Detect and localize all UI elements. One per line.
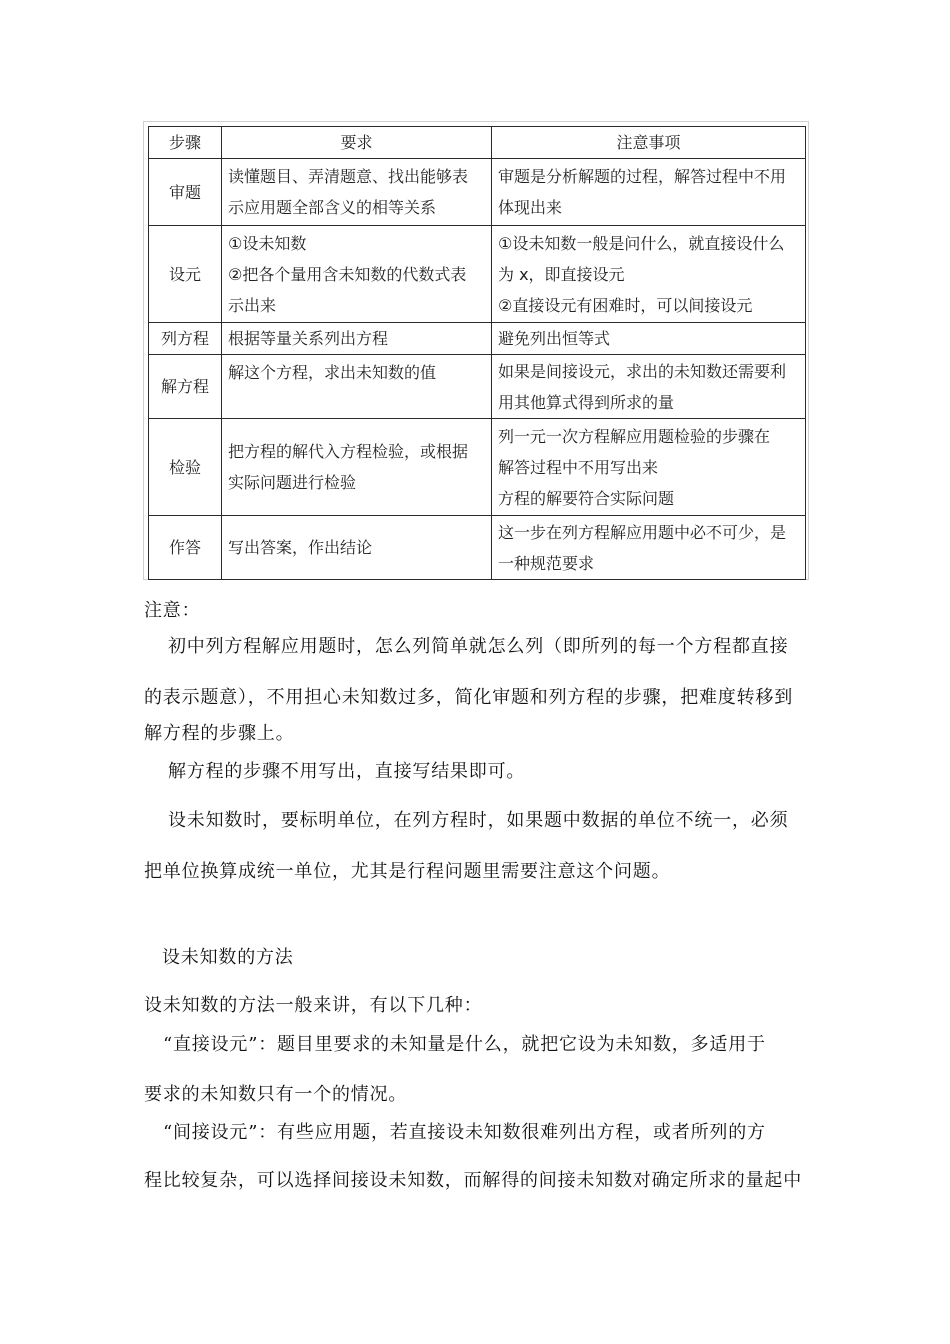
requirement-line: 解这个方程，求出未知数的值 (228, 363, 437, 382)
notes-line: 体现出来 (498, 198, 563, 217)
notes-line: 如果是间接设元，求出的未知数还需要利 (498, 361, 787, 381)
requirement-cell (222, 355, 492, 419)
table-row (149, 419, 806, 516)
requirement-line: ②把各个量用含未知数的代数式表 (228, 264, 467, 284)
notes-line: 用其他算式得到所求的量 (498, 392, 675, 412)
paragraph-line: 设未知数的方法一般来讲，有以下几种： (144, 995, 483, 1016)
table-row (149, 226, 806, 323)
paragraph-line: 解方程的步骤不用写出，直接写结果即可。 (168, 761, 526, 782)
step-cell: 审题 (149, 159, 222, 226)
requirement-line: 示出来 (228, 295, 277, 315)
paragraph-line: 解方程的步骤上。 (144, 723, 295, 744)
header-notes: 注意事项 (492, 127, 806, 159)
requirement-line: 把方程的解代入方程检验，或根据 (228, 442, 469, 461)
paragraph-line: “直接设元”：题目里要求的未知量是什么，就把它设为未知数，多适用于 (163, 1034, 766, 1055)
notes-line: 一种规范要求 (498, 553, 595, 573)
notes-cell (492, 419, 806, 516)
notes-line: ②直接设元有困难时，可以间接设元 (498, 295, 753, 315)
requirement-cell (222, 516, 492, 580)
header-requirement: 要求 (222, 127, 492, 159)
step-cell: 检验 (149, 419, 222, 516)
requirement-line: 读懂题目、弄清题意、找出能够表 (228, 167, 469, 186)
paragraph-line: “间接设元”：有些应用题，若直接设未知数很难列出方程，或者所列的方 (163, 1122, 766, 1143)
section-title: 设未知数的方法 (162, 947, 294, 968)
paragraph-line: 把单位换算成统一单位，尤其是行程问题里需要注意这个问题。 (144, 861, 671, 882)
notes-line: 方程的解要符合实际问题 (498, 488, 675, 508)
notes-line: 避免列出恒等式 (498, 329, 611, 348)
paragraph-line: 要求的未知数只有一个的情况。 (144, 1084, 408, 1105)
notes-cell (492, 323, 806, 355)
paragraph-line: 的表示题意），不用担心未知数过多，简化审题和列方程的步骤，把难度转移到 (144, 687, 793, 708)
note-heading: 注意： (144, 600, 201, 621)
step-cell: 设元 (149, 226, 222, 323)
table-row (149, 323, 806, 355)
requirement-cell (222, 226, 492, 323)
step-cell: 解方程 (149, 355, 222, 419)
notes-cell (492, 516, 806, 580)
requirement-cell (222, 419, 492, 516)
steps-table (148, 126, 806, 580)
table-row (149, 355, 806, 419)
requirement-line: 写出答案，作出结论 (228, 538, 373, 557)
notes-line: ①设未知数一般是问什么，就直接设什么 (498, 233, 785, 253)
table-header-row (149, 127, 806, 159)
paragraph-line: 初中列方程解应用题时，怎么列简单就怎么列（即所列的每一个方程都直接 (168, 636, 789, 657)
requirement-line: 示应用题全部含义的相等关系 (228, 198, 437, 217)
paragraph-line: 设未知数时，要标明单位，在列方程时，如果题中数据的单位不统一，必须 (168, 810, 789, 831)
requirement-line: 根据等量关系列出方程 (228, 329, 389, 348)
step-cell: 列方程 (149, 323, 222, 355)
requirement-line: 实际问题进行检验 (228, 473, 357, 492)
notes-line: 为 x，即直接设元 (498, 264, 625, 284)
paragraph-line: 程比较复杂，可以选择间接设未知数，而解得的间接未知数对确定所求的量起中 (144, 1170, 802, 1191)
table-row (149, 516, 806, 580)
notes-cell (492, 159, 806, 226)
requirement-cell (222, 159, 492, 226)
step-cell: 作答 (149, 516, 222, 580)
notes-line: 这一步在列方程解应用题中必不可少，是 (498, 522, 787, 542)
requirement-line: ①设未知数 (228, 233, 307, 253)
notes-cell (492, 226, 806, 323)
notes-line: 审题是分析解题的过程，解答过程中不用 (498, 167, 787, 186)
requirement-cell (222, 323, 492, 355)
table-row (149, 159, 806, 226)
notes-cell (492, 355, 806, 419)
steps-table-image (143, 121, 809, 580)
notes-line: 解答过程中不用写出来 (498, 457, 659, 477)
notes-line: 列一元一次方程解应用题检验的步骤在 (498, 426, 771, 446)
header-step: 步骤 (149, 127, 222, 159)
